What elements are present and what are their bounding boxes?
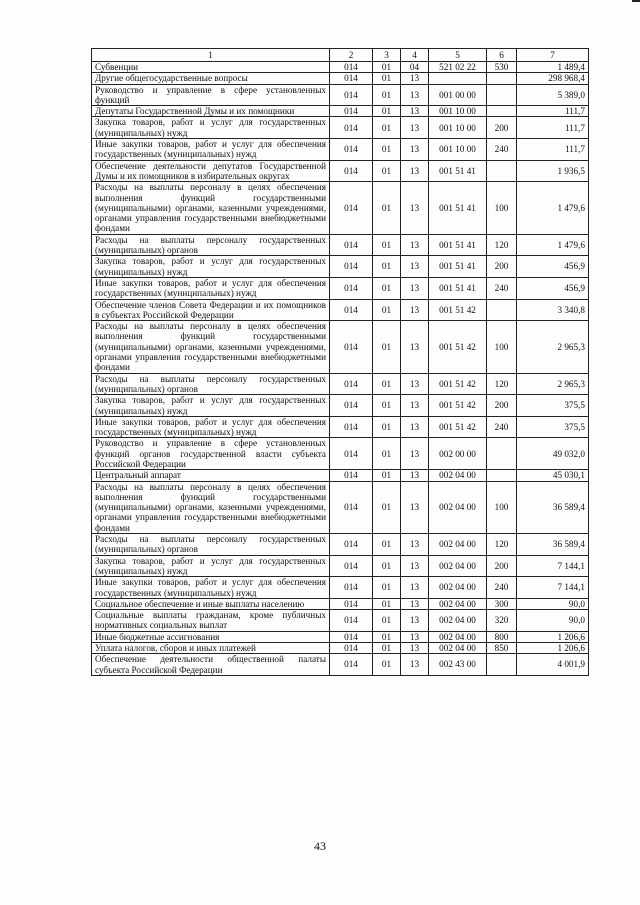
row-amount: 456,9 xyxy=(517,277,589,299)
row-expense-type: 120 xyxy=(487,534,517,556)
row-amount: 36 589,4 xyxy=(517,534,589,556)
row-ministry-code: 014 xyxy=(330,577,373,599)
header-col-7: 7 xyxy=(517,49,589,62)
header-col-5: 5 xyxy=(429,49,487,62)
row-subsection-code: 13 xyxy=(401,438,429,470)
row-amount: 49 032,0 xyxy=(517,438,589,470)
row-amount: 7 144,1 xyxy=(517,577,589,599)
row-name: Расходы на выплаты персоналу в целях обеспечения выполнения функций государственными (муниципальными) органами, казенными учреждениями, органами управления государственными внебюджетными фондами xyxy=(92,182,330,234)
row-ministry-code: 014 xyxy=(330,256,373,278)
row-expense-type xyxy=(487,299,517,321)
row-amount: 2 965,3 xyxy=(517,373,589,395)
row-section-code: 01 xyxy=(373,117,401,139)
row-subsection-code: 13 xyxy=(401,610,429,632)
table-row xyxy=(92,256,589,278)
row-target-article xyxy=(429,73,487,84)
row-target-article: 002 43 00 xyxy=(429,654,487,676)
row-ministry-code: 014 xyxy=(330,182,373,234)
row-subsection-code: 13 xyxy=(401,395,429,417)
row-subsection-code: 13 xyxy=(401,256,429,278)
row-target-article: 002 04 00 xyxy=(429,598,487,609)
table-body xyxy=(92,62,589,676)
budget-table xyxy=(91,48,589,676)
row-subsection-code: 13 xyxy=(401,654,429,676)
row-expense-type xyxy=(487,73,517,84)
row-amount: 5 389,0 xyxy=(517,84,589,106)
row-name: Иные закупки товаров, работ и услуг для обеспечения государственных (муниципальных) нужд xyxy=(92,416,330,438)
row-section-code: 01 xyxy=(373,481,401,533)
row-target-article: 001 10 00 xyxy=(429,106,487,117)
row-target-article: 001 51 42 xyxy=(429,373,487,395)
row-name: Депутаты Государственной Думы и их помощники xyxy=(92,106,330,117)
row-section-code: 01 xyxy=(373,577,401,599)
table-row xyxy=(92,62,589,73)
table-header xyxy=(92,49,589,62)
row-subsection-code: 13 xyxy=(401,321,429,373)
table-row xyxy=(92,598,589,609)
row-ministry-code: 014 xyxy=(330,555,373,577)
row-ministry-code: 014 xyxy=(330,277,373,299)
row-amount: 111,7 xyxy=(517,139,589,161)
row-expense-type xyxy=(487,438,517,470)
row-amount: 1 936,5 xyxy=(517,160,589,182)
row-expense-type xyxy=(487,84,517,106)
row-subsection-code: 13 xyxy=(401,481,429,533)
row-section-code: 01 xyxy=(373,277,401,299)
row-ministry-code: 014 xyxy=(330,598,373,609)
row-expense-type: 850 xyxy=(487,643,517,654)
row-amount: 1 489,4 xyxy=(517,62,589,73)
row-target-article: 002 00 00 xyxy=(429,438,487,470)
row-name: Иные закупки товаров, работ и услуг для обеспечения государственных (муниципальных) нужд xyxy=(92,139,330,161)
row-name: Социальные выплаты гражданам, кроме публичных нормативных социальных выплат xyxy=(92,610,330,632)
row-amount: 3 340,8 xyxy=(517,299,589,321)
row-target-article: 002 04 00 xyxy=(429,481,487,533)
row-section-code: 01 xyxy=(373,438,401,470)
table-row xyxy=(92,577,589,599)
row-target-article: 001 51 42 xyxy=(429,395,487,417)
row-amount: 90,0 xyxy=(517,598,589,609)
table-row xyxy=(92,182,589,234)
row-section-code: 01 xyxy=(373,299,401,321)
row-target-article: 001 51 41 xyxy=(429,160,487,182)
row-section-code: 01 xyxy=(373,373,401,395)
row-ministry-code: 014 xyxy=(330,373,373,395)
row-amount: 7 144,1 xyxy=(517,555,589,577)
row-amount: 1 206,6 xyxy=(517,631,589,642)
row-subsection-code: 13 xyxy=(401,182,429,234)
page-number: 43 xyxy=(314,839,326,853)
row-expense-type: 320 xyxy=(487,610,517,632)
header-col-4: 4 xyxy=(401,49,429,62)
row-expense-type: 200 xyxy=(487,395,517,417)
row-target-article: 521 02 22 xyxy=(429,62,487,73)
row-ministry-code: 014 xyxy=(330,610,373,632)
row-subsection-code: 13 xyxy=(401,577,429,599)
row-name: Центральный аппарат xyxy=(92,470,330,481)
row-name: Расходы на выплаты персоналу государственных (муниципальных) органов xyxy=(92,534,330,556)
row-subsection-code: 13 xyxy=(401,139,429,161)
row-name: Закупка товаров, работ и услуг для государственных (муниципальных) нужд xyxy=(92,256,330,278)
row-name: Закупка товаров, работ и услуг для государственных (муниципальных) нужд xyxy=(92,117,330,139)
table-row xyxy=(92,416,589,438)
row-section-code: 01 xyxy=(373,610,401,632)
row-ministry-code: 014 xyxy=(330,106,373,117)
row-expense-type: 530 xyxy=(487,62,517,73)
row-expense-type: 800 xyxy=(487,631,517,642)
row-amount: 4 001,9 xyxy=(517,654,589,676)
table-row xyxy=(92,534,589,556)
table-row xyxy=(92,438,589,470)
table-row xyxy=(92,555,589,577)
row-section-code: 01 xyxy=(373,643,401,654)
table-row xyxy=(92,234,589,256)
row-section-code: 01 xyxy=(373,321,401,373)
row-section-code: 01 xyxy=(373,106,401,117)
table-row xyxy=(92,481,589,533)
row-name: Субвенции xyxy=(92,62,330,73)
row-amount: 111,7 xyxy=(517,106,589,117)
table-row xyxy=(92,654,589,676)
row-amount: 111,7 xyxy=(517,117,589,139)
row-name: Руководство и управление в сфере установленных функций органов государственной власти субъекта Российской Федерации xyxy=(92,438,330,470)
row-amount: 456,9 xyxy=(517,256,589,278)
row-target-article: 002 04 00 xyxy=(429,577,487,599)
row-subsection-code: 13 xyxy=(401,373,429,395)
row-section-code: 01 xyxy=(373,654,401,676)
row-section-code: 01 xyxy=(373,182,401,234)
row-subsection-code: 13 xyxy=(401,117,429,139)
row-ministry-code: 014 xyxy=(330,438,373,470)
row-ministry-code: 014 xyxy=(330,299,373,321)
row-amount: 36 589,4 xyxy=(517,481,589,533)
row-name: Иные бюджетные ассигнования xyxy=(92,631,330,642)
row-subsection-code: 13 xyxy=(401,631,429,642)
row-target-article: 001 10 00 xyxy=(429,117,487,139)
table-row xyxy=(92,117,589,139)
row-section-code: 01 xyxy=(373,598,401,609)
row-expense-type: 240 xyxy=(487,416,517,438)
row-name: Расходы на выплаты персоналу в целях обеспечения выполнения функций государственными (муниципальными) органами, казенными учреждениями, органами управления государственными внебюджетными фондами xyxy=(92,321,330,373)
row-expense-type xyxy=(487,470,517,481)
row-target-article: 001 51 41 xyxy=(429,234,487,256)
row-expense-type xyxy=(487,654,517,676)
row-expense-type: 100 xyxy=(487,182,517,234)
row-section-code: 01 xyxy=(373,534,401,556)
table-row xyxy=(92,84,589,106)
row-expense-type: 100 xyxy=(487,321,517,373)
row-ministry-code: 014 xyxy=(330,84,373,106)
row-target-article: 001 51 42 xyxy=(429,321,487,373)
row-target-article: 002 04 00 xyxy=(429,631,487,642)
row-section-code: 01 xyxy=(373,73,401,84)
row-subsection-code: 13 xyxy=(401,598,429,609)
row-ministry-code: 014 xyxy=(330,139,373,161)
row-subsection-code: 13 xyxy=(401,534,429,556)
header-col-6: 6 xyxy=(487,49,517,62)
row-ministry-code: 014 xyxy=(330,416,373,438)
row-expense-type xyxy=(487,160,517,182)
row-name: Расходы на выплаты персоналу в целях обеспечения выполнения функций государственными (муниципальными) органами, казенными учреждениями, органами управления государственными внебюджетными фондами xyxy=(92,481,330,533)
table-row xyxy=(92,277,589,299)
header-col-3: 3 xyxy=(373,49,401,62)
row-subsection-code: 13 xyxy=(401,643,429,654)
row-name: Обеспечение деятельности общественной палаты субъекта Российской Федерации xyxy=(92,654,330,676)
row-name: Закупка товаров, работ и услуг для государственных (муниципальных) нужд xyxy=(92,395,330,417)
row-name: Обеспечение деятельности депутатов Государственной Думы и их помощников в избирательных округах xyxy=(92,160,330,182)
row-subsection-code: 13 xyxy=(401,416,429,438)
row-subsection-code: 13 xyxy=(401,277,429,299)
row-target-article: 002 04 00 xyxy=(429,534,487,556)
row-target-article: 002 04 00 xyxy=(429,555,487,577)
row-expense-type: 240 xyxy=(487,139,517,161)
row-ministry-code: 014 xyxy=(330,643,373,654)
row-target-article: 001 51 41 xyxy=(429,277,487,299)
row-target-article: 002 04 00 xyxy=(429,643,487,654)
scan-edge-mark xyxy=(632,0,640,10)
row-section-code: 01 xyxy=(373,470,401,481)
row-subsection-code: 04 xyxy=(401,62,429,73)
row-name: Иные закупки товаров, работ и услуг для обеспечения государственных (муниципальных) нужд xyxy=(92,577,330,599)
row-ministry-code: 014 xyxy=(330,321,373,373)
row-subsection-code: 13 xyxy=(401,106,429,117)
row-amount: 298 968,4 xyxy=(517,73,589,84)
table-row xyxy=(92,321,589,373)
row-subsection-code: 13 xyxy=(401,234,429,256)
table-row xyxy=(92,106,589,117)
table-row xyxy=(92,160,589,182)
row-subsection-code: 13 xyxy=(401,73,429,84)
row-ministry-code: 014 xyxy=(330,534,373,556)
table-row xyxy=(92,395,589,417)
table-row xyxy=(92,299,589,321)
row-section-code: 01 xyxy=(373,84,401,106)
row-ministry-code: 014 xyxy=(330,117,373,139)
row-section-code: 01 xyxy=(373,62,401,73)
row-section-code: 01 xyxy=(373,160,401,182)
row-target-article: 001 51 42 xyxy=(429,416,487,438)
row-amount: 2 965,3 xyxy=(517,321,589,373)
table-row xyxy=(92,470,589,481)
row-amount: 1 479,6 xyxy=(517,234,589,256)
row-ministry-code: 014 xyxy=(330,160,373,182)
row-section-code: 01 xyxy=(373,631,401,642)
table-row xyxy=(92,631,589,642)
row-section-code: 01 xyxy=(373,555,401,577)
row-section-code: 01 xyxy=(373,139,401,161)
row-name: Закупка товаров, работ и услуг для государственных (муниципальных) нужд xyxy=(92,555,330,577)
row-target-article: 001 51 41 xyxy=(429,256,487,278)
row-name: Расходы на выплаты персоналу государственных (муниципальных) органов xyxy=(92,234,330,256)
table-row xyxy=(92,610,589,632)
row-expense-type: 240 xyxy=(487,577,517,599)
row-name: Социальное обеспечение и иные выплаты населению xyxy=(92,598,330,609)
row-subsection-code: 13 xyxy=(401,160,429,182)
row-subsection-code: 13 xyxy=(401,470,429,481)
row-target-article: 001 51 41 xyxy=(429,182,487,234)
row-subsection-code: 13 xyxy=(401,299,429,321)
row-expense-type: 200 xyxy=(487,256,517,278)
table-row xyxy=(92,643,589,654)
row-amount: 1 479,6 xyxy=(517,182,589,234)
row-ministry-code: 014 xyxy=(330,234,373,256)
row-ministry-code: 014 xyxy=(330,73,373,84)
header-col-2: 2 xyxy=(330,49,373,62)
row-ministry-code: 014 xyxy=(330,62,373,73)
row-target-article: 001 00 00 xyxy=(429,84,487,106)
header-row xyxy=(92,49,589,62)
row-expense-type: 300 xyxy=(487,598,517,609)
row-expense-type xyxy=(487,106,517,117)
row-ministry-code: 014 xyxy=(330,631,373,642)
row-name: Иные закупки товаров, работ и услуг для обеспечения государственных (муниципальных) нужд xyxy=(92,277,330,299)
row-amount: 375,5 xyxy=(517,395,589,417)
row-section-code: 01 xyxy=(373,234,401,256)
row-target-article: 002 04 00 xyxy=(429,610,487,632)
row-subsection-code: 13 xyxy=(401,84,429,106)
row-section-code: 01 xyxy=(373,416,401,438)
row-ministry-code: 014 xyxy=(330,654,373,676)
row-expense-type: 200 xyxy=(487,117,517,139)
row-expense-type: 120 xyxy=(487,373,517,395)
row-name: Расходы на выплаты персоналу государственных (муниципальных) органов xyxy=(92,373,330,395)
row-section-code: 01 xyxy=(373,256,401,278)
row-name: Уплата налогов, сборов и иных платежей xyxy=(92,643,330,654)
row-section-code: 01 xyxy=(373,395,401,417)
row-ministry-code: 014 xyxy=(330,470,373,481)
row-name: Обеспечение членов Совета Федерации и их помощников в субъектах Российской Федерации xyxy=(92,299,330,321)
table-row xyxy=(92,73,589,84)
row-name: Другие общегосударственные вопросы xyxy=(92,73,330,84)
row-expense-type: 200 xyxy=(487,555,517,577)
row-amount: 45 030,1 xyxy=(517,470,589,481)
row-ministry-code: 014 xyxy=(330,395,373,417)
row-target-article: 002 04 00 xyxy=(429,470,487,481)
row-expense-type: 100 xyxy=(487,481,517,533)
header-col-1: 1 xyxy=(92,49,330,62)
table-row xyxy=(92,373,589,395)
row-amount: 1 206,6 xyxy=(517,643,589,654)
row-amount: 90,0 xyxy=(517,610,589,632)
table-row xyxy=(92,139,589,161)
row-subsection-code: 13 xyxy=(401,555,429,577)
row-expense-type: 120 xyxy=(487,234,517,256)
row-ministry-code: 014 xyxy=(330,481,373,533)
row-amount: 375,5 xyxy=(517,416,589,438)
row-target-article: 001 51 42 xyxy=(429,299,487,321)
row-name: Руководство и управление в сфере установленных функций xyxy=(92,84,330,106)
row-target-article: 001 10 00 xyxy=(429,139,487,161)
row-expense-type: 240 xyxy=(487,277,517,299)
